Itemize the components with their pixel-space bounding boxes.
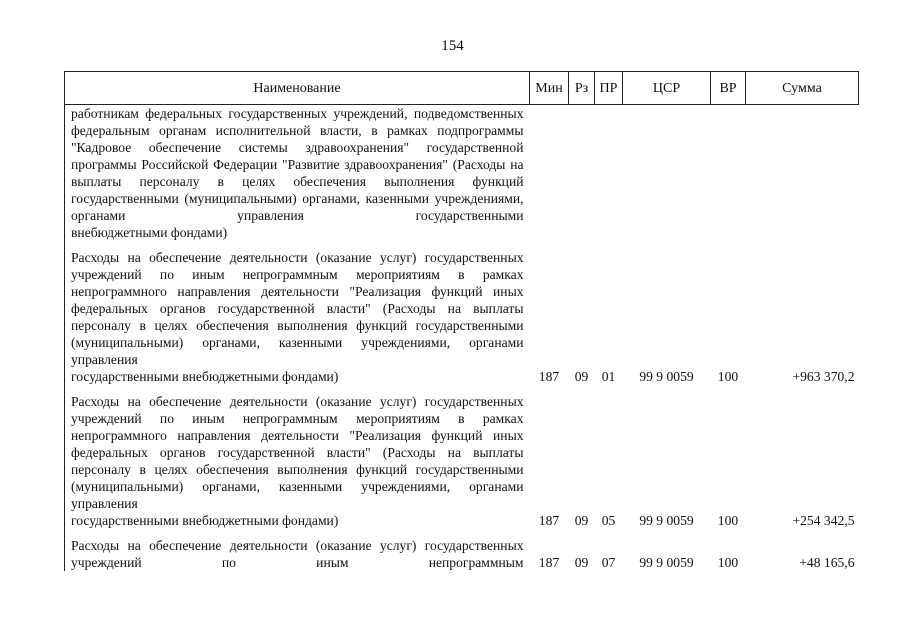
row-pr: 07 [601,555,616,570]
row-pr [595,105,623,242]
page-number: 154 [441,38,464,54]
row-min [530,105,569,242]
row-name [65,385,530,529]
budget-table [64,71,859,571]
row-text-last-line: государственными внебюджетными фондами) [71,513,339,528]
row-min: 187 [538,513,560,528]
table-row [65,105,859,242]
row-vr: 100 [717,513,739,528]
row-text: работникам федеральных государственных учреждений, подведомственных федеральным органам исполнительной власти, в рамках подпрограммы "Кадровое обеспечение системы здравоохранения" государственной программы Российской Федерации "Развитие здравоохранения" (Расходы на выплаты персоналу в целях обеспечения выполнения функций государственными (муниципальными) органами, казенными учреждениями, органами управления государственными [71,106,524,223]
row-csr: 99 9 0059 [639,555,694,570]
row-csr: 99 9 0059 [639,513,694,528]
row-sum: +963 370,2 [792,369,855,384]
table-row [65,385,859,529]
row-csr: 99 9 0059 [639,369,694,384]
header-min: Мин [530,72,569,105]
row-text-last-line: государственными внебюджетными фондами) [71,369,339,384]
row-csr [623,105,711,242]
row-name [65,241,530,385]
row-rz: 09 [574,369,589,384]
row-pr: 05 [601,513,616,528]
table-row [65,241,859,385]
row-rz [569,105,595,242]
header-vr: ВР [711,72,746,105]
header-sum: Сумма [746,72,859,105]
row-text: Расходы на обеспечение деятельности (оказание услуг) государственных учреждений по иным непрограммным мероприятиям в рамках непрограммного направления деятельности "Реализация функций иных федеральных органов государственной власти" (Расходы на выплаты персоналу в целях обеспечения выполнения функций государственными (муниципальными) органами, казенными учреждениями, органами управления [71,250,524,367]
header-pr: ПР [595,72,623,105]
row-sum: +48 165,6 [799,555,855,570]
header-rz: Рз [569,72,595,105]
table-row [65,529,859,571]
row-text-last-line: внебюджетными фондами) [71,225,228,240]
row-vr: 100 [717,369,739,384]
row-name [65,105,530,242]
header-csr: ЦСР [623,72,711,105]
row-rz: 09 [574,513,589,528]
row-text: Расходы на обеспечение деятельности (оказание услуг) государственных учреждений по иным непрограммным [71,538,524,570]
row-min: 187 [538,555,560,570]
row-name [65,529,530,571]
row-sum [746,105,859,242]
row-min: 187 [538,369,560,384]
row-pr: 01 [601,369,616,384]
row-sum: +254 342,5 [792,513,855,528]
row-vr [711,105,746,242]
row-rz: 09 [574,555,589,570]
row-vr: 100 [717,555,739,570]
row-text: Расходы на обеспечение деятельности (оказание услуг) государственных учреждений по иным непрограммным мероприятиям в рамках непрограммного направления деятельности "Реализация функций иных федеральных органов государственной власти" (Расходы на выплаты персоналу в целях обеспечения выполнения функций государственными (муниципальными) органами, казенными учреждениями, органами управления [71,394,524,511]
table-header-row [65,72,859,105]
header-name: Наименование [65,72,530,105]
